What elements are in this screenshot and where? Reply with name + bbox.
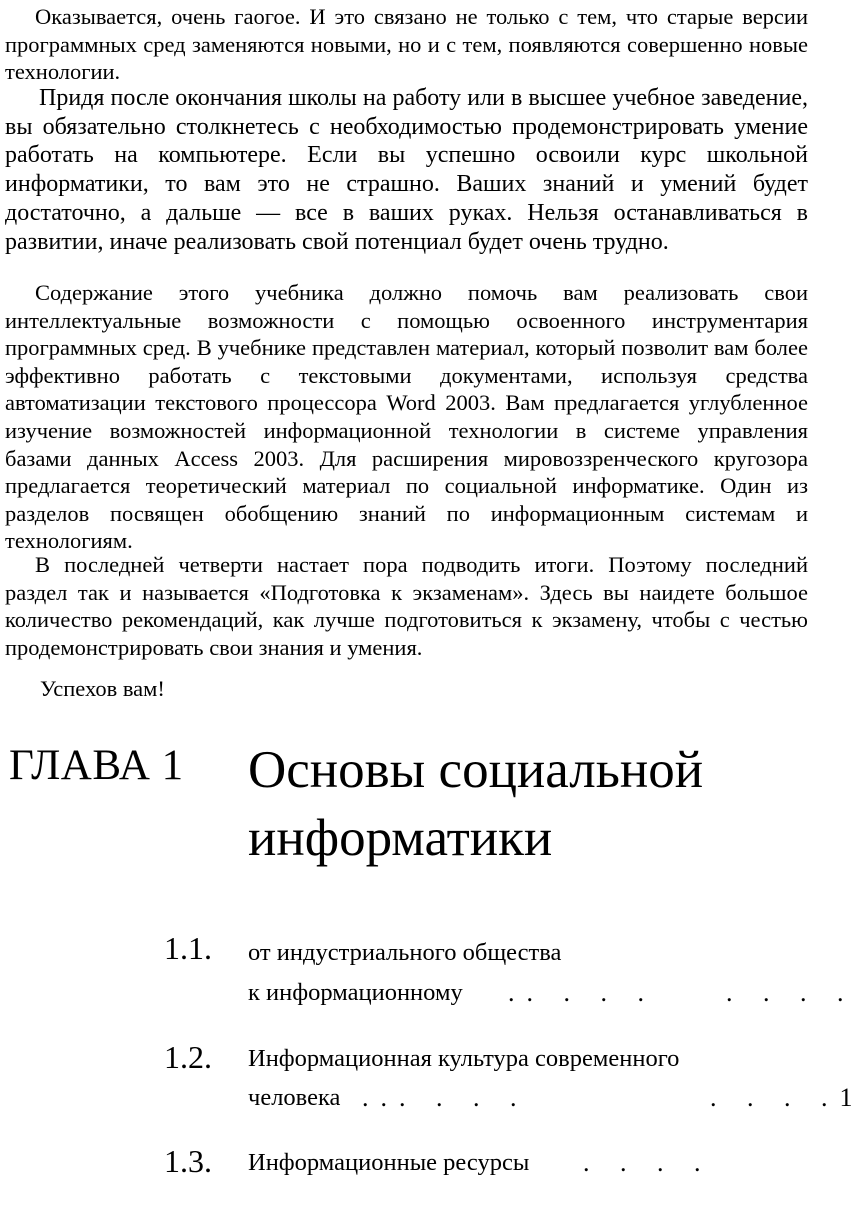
toc-leader-dots: . . . .1 bbox=[710, 1083, 865, 1112]
toc-entry-1-2-line-1[interactable]: Информационная культура современного bbox=[248, 1045, 680, 1072]
intro-paragraph-2: Придя после окончания школы на работу или в высшее учебное заведение, вы обязательно столкнетесь с необходимостью продемонстрировать умение работать на компьютере. Если вы успешно освоили курс школьной информатики, то вам это не страшно. Ваших знаний и умений будет достаточно, а дальше — все в ваших руках. Нельзя останавливаться в развитии, иначе реализовать свой потенциал будет очень трудно. bbox=[5, 85, 808, 255]
toc-entry-1-3-line-1[interactable]: Информационные ресурсы bbox=[248, 1149, 530, 1176]
intro-paragraph-1: Оказывается, очень гаогое. И это связано не только с тем, что старые версии программных сред заменяются новыми, но и с тем, появляются совершенно новые технологии. bbox=[5, 4, 808, 85]
chapter-title bbox=[248, 736, 808, 872]
intro-paragraph-3: Содержание этого учебника должно помочь вам реализовать свои интеллектуальные возможности с помощью освоенного инструментария программных сред. В учебнике представлен материал, который позволит вам более эффективно работать с текстовыми документами, используя средства автоматизации текстового процессора Word 2003. Вам предлагается углубленное изучение возможностей информационной технологии в системе управления базами данных Access 2003. Для расширения мировоззренческого кругозора предлагается теоретический материал по социальной информатике. Один из разделов посвящен обобщению знаний по информационным системам и технологиям. bbox=[5, 280, 808, 554]
toc-entry-1-2-line-2[interactable]: человека bbox=[248, 1084, 341, 1111]
toc-entry-1-1-line-2[interactable]: к информационному bbox=[248, 979, 463, 1006]
toc-leader-dots: ... . . . bbox=[362, 1083, 529, 1112]
toc-leader-dots: . . . . bbox=[726, 978, 856, 1007]
toc-number-1-3: 1.3. bbox=[164, 1143, 212, 1179]
toc-number-1-1: 1.1. bbox=[164, 930, 212, 966]
chapter-title-line-2: информатики bbox=[248, 809, 553, 867]
closing-line: Успехов вам! bbox=[40, 676, 165, 701]
toc-leader-dots: . . . . bbox=[583, 1148, 713, 1177]
toc-leader-dots: .. . . . bbox=[508, 978, 656, 1007]
toc-number-1-2: 1.2. bbox=[164, 1039, 212, 1075]
toc-entry-1-1-line-1[interactable]: от индустриального общества bbox=[248, 939, 562, 966]
chapter-label: ГЛАВА 1 bbox=[9, 742, 184, 789]
intro-paragraph-4: В последней четверти настает пора подводить итоги. Поэтому последний раздел так и называется «Подготовка к экзаменам». Здесь вы наидете большое количество рекомендаций, как лучше подготовиться к экзамену, чтобы с честью продемонстрировать свои знания и умения. bbox=[5, 552, 808, 660]
chapter-title-line-1: Основы социальной bbox=[248, 741, 704, 799]
